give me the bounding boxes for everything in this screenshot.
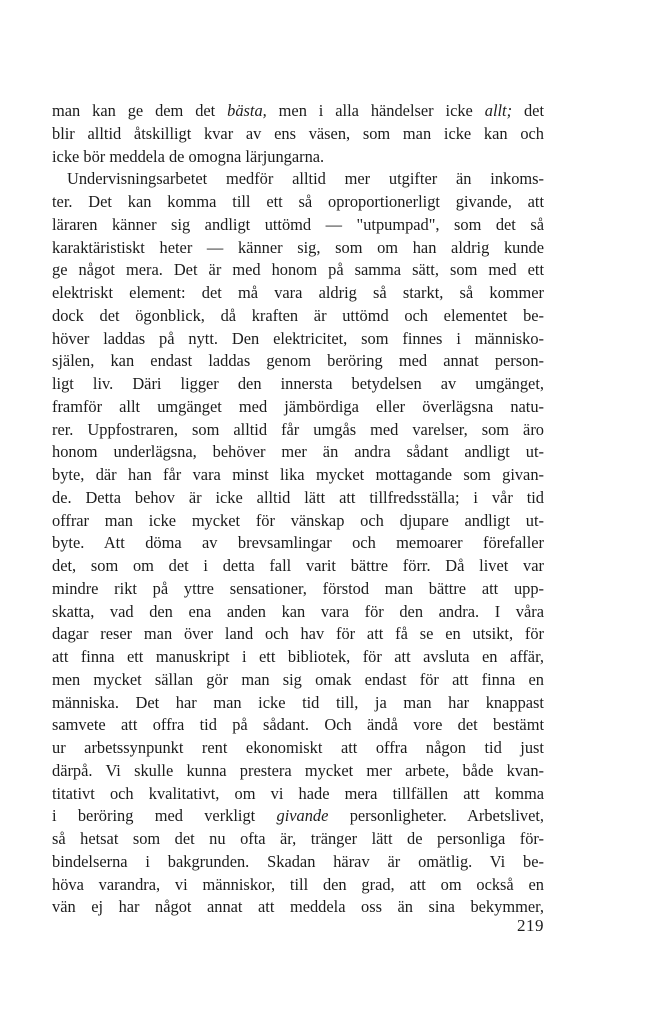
- text-line: titativt och kvalitativt, om vi hade mera tillfällen att komma: [52, 783, 544, 803]
- text-line: byte. Att döma av brevsamlingar och memoarer förefaller: [52, 533, 544, 553]
- text-line: byte, där han får vara minst lika mycket mottagande som givan-: [52, 465, 544, 484]
- text-line: framför allt umgänget med jämbördiga eller överlägsna natu-: [52, 396, 544, 416]
- body-text: [52, 100, 544, 919]
- text-line: ge något mera. Det är med honom på samma sätt, som med ett: [52, 260, 544, 280]
- text-line: Undervisningsarbetet medför alltid mer utgifter än inkoms-: [67, 169, 544, 189]
- text-line: själen, kan endast laddas genom beröring med annat person-: [52, 351, 544, 371]
- text-line: så hetsat som det nu ofta är, tränger lätt de personliga för-: [52, 829, 544, 848]
- text-line: elektriskt element: det må vara aldrig så starkt, så kommer: [52, 283, 544, 302]
- text-line: bindelserna i bakgrunden. Skadan härav är omätlig. Vi be-: [52, 851, 544, 871]
- text-line: offrar man icke mycket för vänskap och djupare andligt ut-: [52, 510, 544, 530]
- text-line: honom underlägsna, behöver mer än andra sådant andligt ut-: [52, 442, 544, 462]
- text-line: ligt liv. Däri ligger den innersta betydelsen av umgänget,: [52, 374, 544, 393]
- text-line: blir alltid åtskilligt kvar av ens väsen, som man icke kan och: [52, 123, 544, 143]
- text-line: höver laddas på nytt. Den elektricitet, som finnes i människo-: [52, 328, 544, 348]
- text-line: samvete att offra tid på sådant. Och ändå vore det bestämt: [52, 715, 544, 735]
- text-line: ur arbetssynpunkt rent ekonomiskt att offra någon tid just: [52, 738, 544, 757]
- text-line: dock det ögonblick, då kraften är uttömd och elementet be-: [52, 305, 544, 325]
- text-line: de. Detta behov är icke alltid lätt att tillfredsställa; i vår tid: [52, 487, 544, 507]
- text-line: i beröring med verkligt givande personligheter. Arbetslivet,: [52, 806, 544, 826]
- text-line: att finna ett manuskript i ett bibliotek, för att avsluta en affär,: [52, 647, 544, 666]
- text-line: icke bör meddela de omogna lärjungarna.: [52, 146, 325, 166]
- text-line: det, som om det i detta fall varit bättre förr. Då livet var: [52, 556, 544, 575]
- text-line: karaktäristiskt heter — känner sig, som om han aldrig kunde: [52, 237, 544, 257]
- italic-word: allt;: [484, 101, 513, 120]
- text-line: vän ej har något annat att meddela oss än sina bekymmer,: [52, 897, 544, 917]
- text-line: läraren känner sig andligt uttömd — "utpumpad", som det så: [52, 214, 544, 234]
- italic-word: bästa,: [227, 101, 267, 120]
- text-line: man kan ge dem det bästa, men i alla händelser icke allt; det: [52, 101, 545, 120]
- text-line: men mycket sällan gör man sig omak endast för att finna en: [52, 669, 544, 689]
- page-number: 219: [517, 916, 544, 935]
- italic-word: givande: [276, 806, 329, 826]
- text-line: människa. Det har man icke tid till, ja man har knappast: [52, 692, 544, 712]
- text-line: dagar reser man över land och hav för att få se en utsikt, för: [52, 624, 544, 644]
- text-line: rer. Uppfostraren, som alltid får umgås med varelser, som äro: [52, 419, 544, 439]
- text-line: mindre rikt på yttre sensationer, förstod man bättre att upp-: [52, 578, 544, 598]
- text-line: därpå. Vi skulle kunna prestera mycket mer arbete, både kvan-: [52, 760, 544, 780]
- text-line: skatta, vad den ena anden kan vara för den andra. I våra: [52, 601, 544, 621]
- text-line: ter. Det kan komma till ett så oproportionerligt givande, att: [52, 192, 544, 211]
- text-line: höva varandra, vi människor, till den grad, att om också en: [52, 874, 544, 894]
